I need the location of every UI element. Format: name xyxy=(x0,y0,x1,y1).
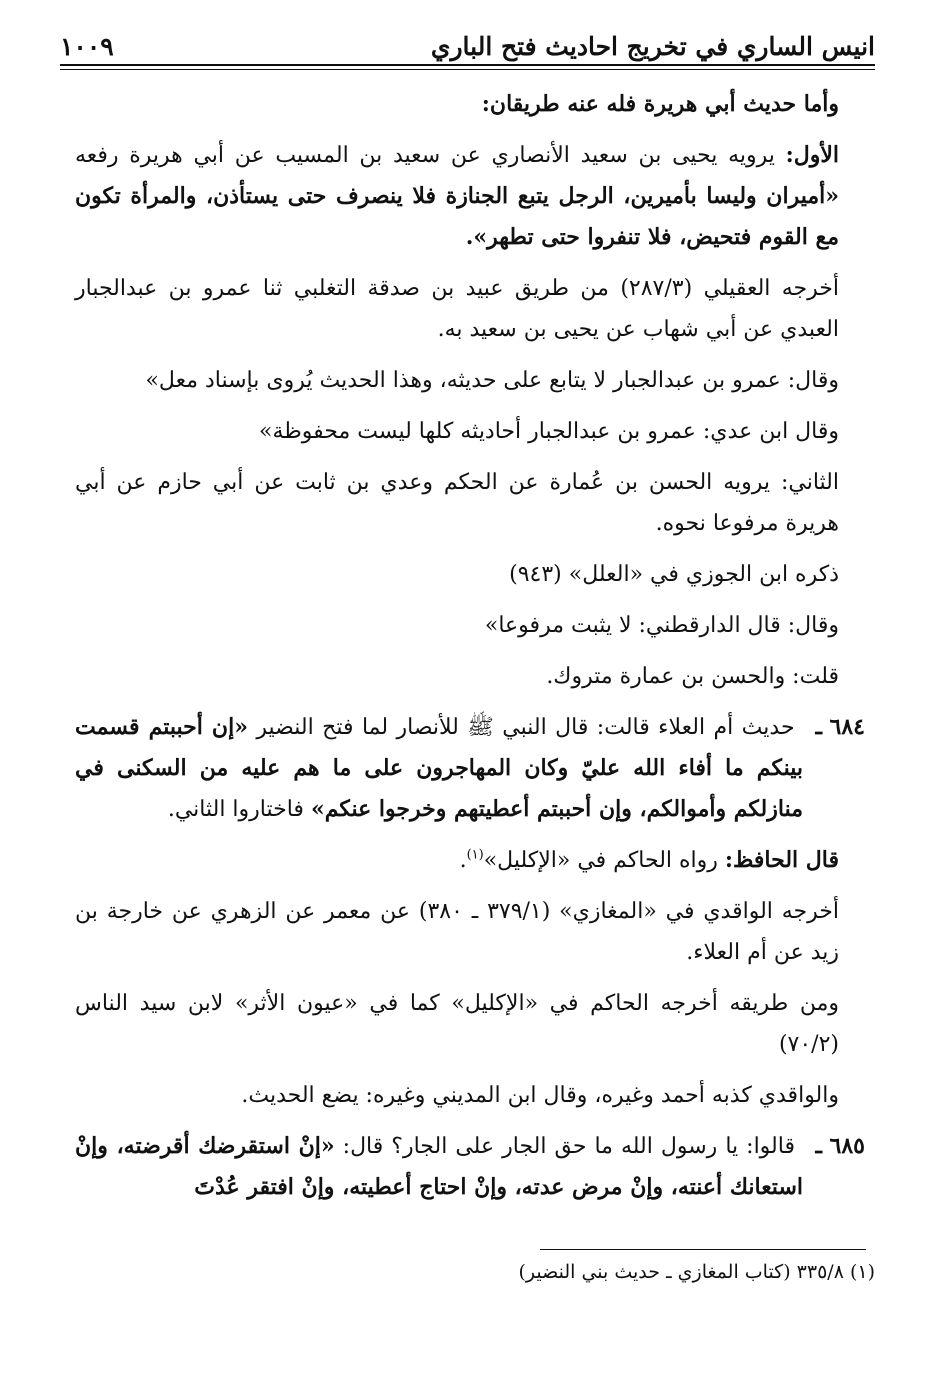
hadith-entry-685 xyxy=(75,1126,875,1208)
paragraph: الثاني: يرويه الحسن بن عُمارة عن الحكم وعدي بن ثابت عن أبي حازم عن أبي هريرة مرفوعا نحوه. xyxy=(75,470,839,536)
paragraph xyxy=(75,135,875,258)
paragraph: قلت: والحسن بن عمارة متروك. xyxy=(546,664,839,689)
hadith-quote: «إن أحببتم قسمت بينكم ما أفاء الله عليّ وكان المهاجرون على ما هم عليه من السكنى في منازلكم وأموالكم، وإن أحببتم أعطيتهم وخرجوا عنكم» xyxy=(75,714,803,822)
header-rule xyxy=(60,64,875,66)
running-header xyxy=(60,26,875,66)
paragraph-text: قالوا: يا رسول الله ما حق الجار على الجار؟ قال: xyxy=(334,1134,803,1159)
paragraph: وقال ابن عدي: عمرو بن عبدالجبار أحاديثه كلها ليست محفوظة» xyxy=(258,419,839,444)
paragraph: وقال: قال الدارقطني: لا يثبت مرفوعا» xyxy=(484,613,839,638)
hadith-number: ٦٨٥ ـ xyxy=(815,1133,865,1159)
paragraph-label: الأول: xyxy=(785,142,839,168)
page-number: ١٠٠٩ xyxy=(60,31,114,61)
paragraph: والواقدي كذبه أحمد وغيره، وقال ابن المديني وغيره: يضع الحديث. xyxy=(241,1083,839,1108)
paragraph: وقال: عمرو بن عبدالجبار لا يتابع على حديثه، وهذا الحديث يُروى بإسناد معل» xyxy=(145,368,839,393)
footnote-ref[interactable]: (١) xyxy=(466,847,484,863)
paragraph-text: . xyxy=(459,848,467,873)
paragraph-text: حديث أم العلاء قالت: قال النبي ﷺ للأنصار لما فتح النضير xyxy=(247,715,803,740)
paragraph: ومن طريقه أخرجه الحاكم في «الإكليل» كما في «عيون الأثر» لابن سيد الناس (٧٠/٢) xyxy=(75,991,839,1057)
footnote: (١) ٣٣٥/٨ (كتاب المغازي ـ حديث بني النضير) xyxy=(518,1261,875,1283)
paragraph-text: فاختاروا الثاني. xyxy=(167,797,311,822)
paragraph xyxy=(75,84,875,125)
paragraph-text: رواه الحاكم في «الإكليل» xyxy=(483,848,725,873)
header-rule-thin xyxy=(60,69,875,70)
paragraph: ذكره ابن الجوزي في «العلل» (٩٤٣) xyxy=(509,562,839,587)
paragraph-label: قال الحافظ: xyxy=(724,847,839,873)
paragraph: أخرجه العقيلي (٢٨٧/٣) من طريق عبيد بن صدقة التغلبي ثنا عمرو بن عبدالجبار العبدي عن أبي شهاب عن يحيى بن سعيد به. xyxy=(75,276,840,342)
header-title: انيس الساري في تخريج احاديث فتح الباري xyxy=(430,31,875,61)
body-text xyxy=(75,84,875,1218)
footnote-rule xyxy=(540,1249,866,1250)
hadith-quote: «أميران وليسا بأميرين، الرجل يتبع الجنازة فلا ينصرف حتى يستأذن، والمرأة تكون مع القوم فتحيض، فلا تنفروا حتى تطهر». xyxy=(75,183,839,250)
hadith-entry-684 xyxy=(75,707,875,830)
hadith-number: ٦٨٤ ـ xyxy=(815,714,865,740)
paragraph xyxy=(75,840,875,881)
paragraph-text: يرويه يحيى بن سعيد الأنصاري عن سعيد بن المسيب عن أبي هريرة رفعه xyxy=(75,143,786,168)
section-intro: وأما حديث أبي هريرة فله عنه طريقان: xyxy=(481,91,839,117)
paragraph: أخرجه الواقدي في «المغازي» (٣٧٩/١ ـ ٣٨٠) عن معمر عن الزهري عن خارجة بن زيد عن أم العلاء. xyxy=(75,899,839,965)
hadith-quote: «إنْ استقرضك أقرضته، وإنْ استعانك أعنته، وإنْ مرض عدته، وإنْ احتاج أعطيته، وإنْ افتقر عُدْتَ xyxy=(75,1133,803,1200)
